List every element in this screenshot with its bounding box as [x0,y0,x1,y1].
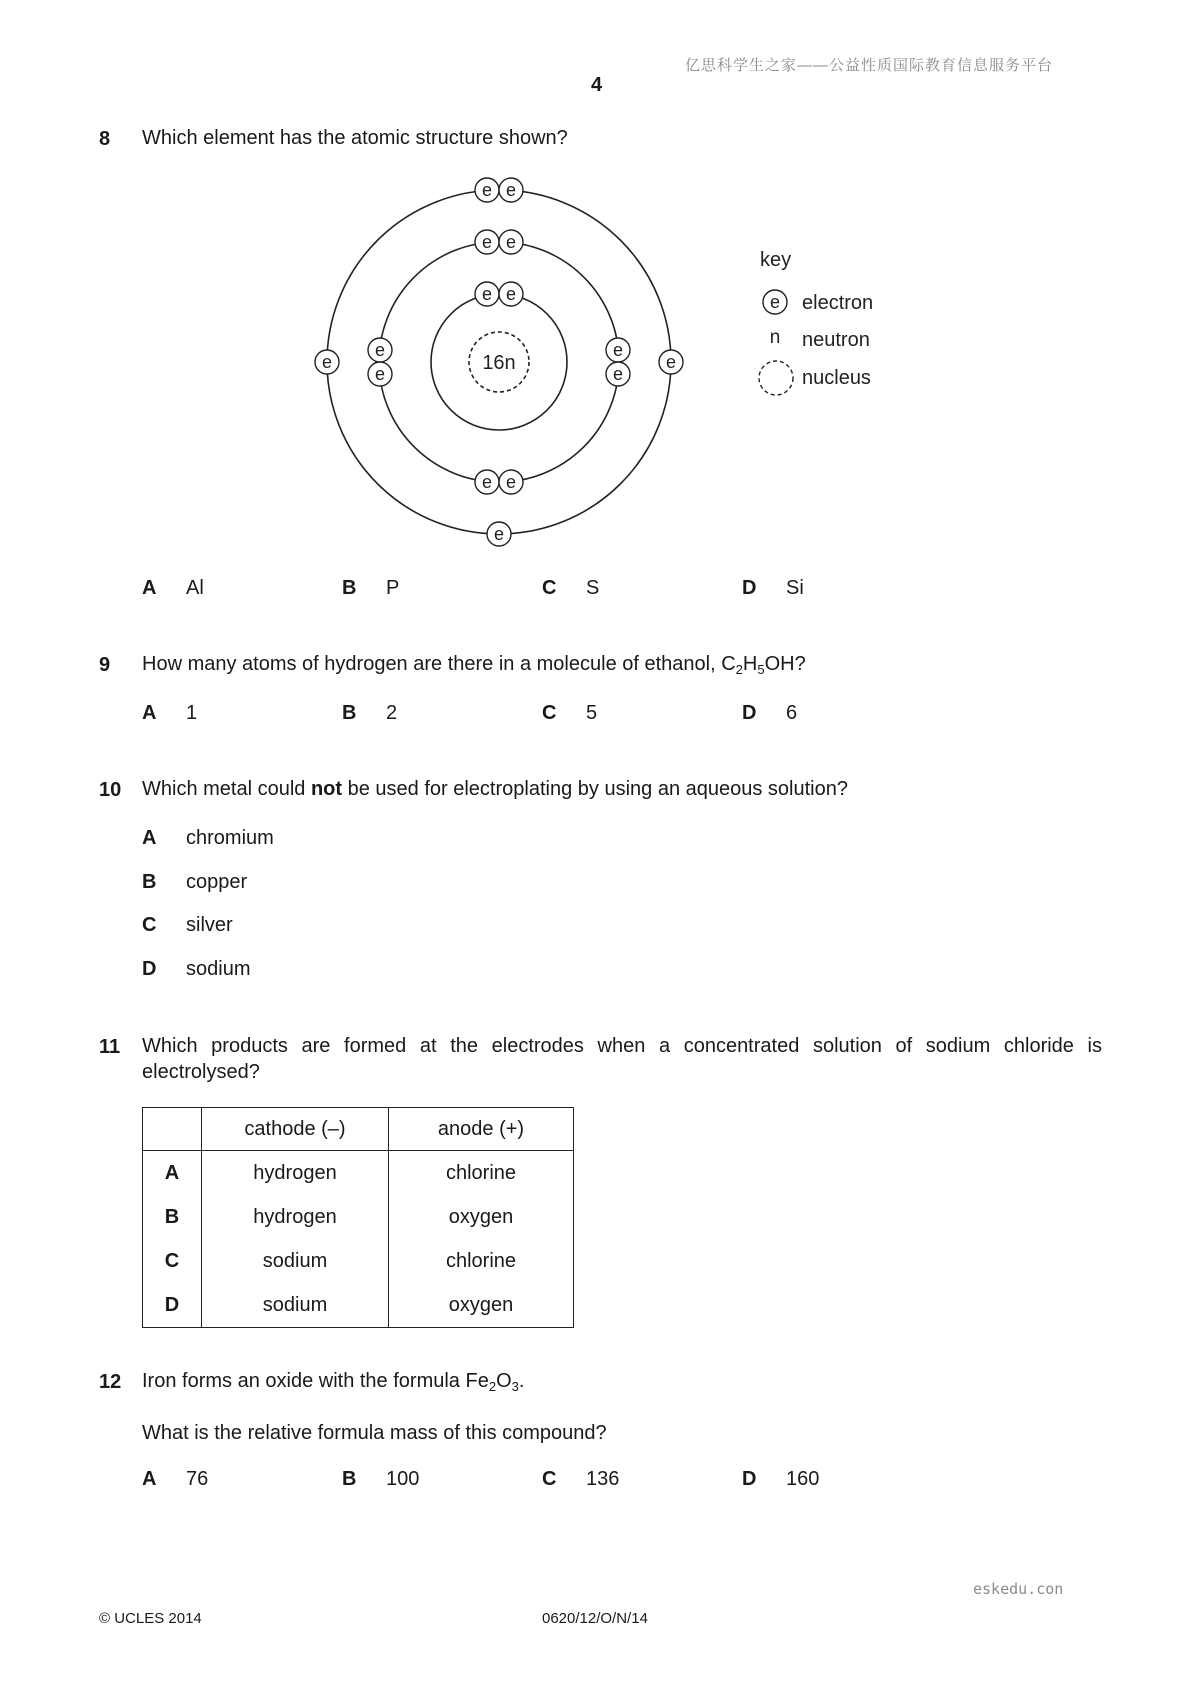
electron-label: e [481,284,493,304]
footer-copyright: © UCLES 2014 [99,1610,202,1627]
q12-option-a-text[interactable]: 76 [186,1468,209,1490]
row-cathode: sodium [202,1239,389,1283]
table-header-empty [143,1108,202,1151]
q8-option-d-text[interactable]: Si [786,577,804,599]
q8-option-c-letter[interactable]: C [542,577,557,599]
row-anode: oxygen [448,1293,514,1316]
electron-label: e [665,352,677,372]
table-header-cathode: cathode (–) [202,1108,389,1151]
q12-option-d-letter[interactable]: D [742,1468,757,1490]
q12-option-b-text[interactable]: 100 [386,1468,420,1490]
table-row[interactable] [143,1151,573,1196]
row-letter[interactable]: D [143,1283,202,1327]
atomic-structure-diagram [300,170,920,550]
row-cathode: hydrogen [202,1151,389,1196]
key-title: key [760,249,792,271]
question-9-number: 9 [99,654,111,676]
footer-watermark: eskedu.con [973,1580,1064,1598]
q9-option-a-letter[interactable]: A [142,702,157,724]
electron-label: e [505,180,517,200]
electron-label: e [481,472,493,492]
question-11-text-line2: electrolysed? [142,1061,260,1083]
q8-option-d-letter[interactable]: D [742,577,757,599]
electron-label: e [612,364,624,384]
header-watermark: 亿思科学生之家——公益性质国际教育信息服务平台 [685,57,1054,74]
q10-option-a-letter[interactable]: A [142,827,157,849]
table-row[interactable] [143,1239,573,1283]
q10-option-b-letter[interactable]: B [142,871,157,893]
electron-label: e [481,180,493,200]
footer-paper-code: 0620/12/O/N/14 [542,1610,648,1627]
table-row[interactable] [143,1283,573,1327]
question-11-number: 11 [99,1036,121,1058]
question-12-text: Iron forms an oxide with the formula $Fe_2O_3$. [142,1370,525,1394]
q9-option-a-text[interactable]: 1 [186,702,198,724]
q8-option-b-letter[interactable]: B [342,577,357,599]
question-8-text: Which element has the atomic structure shown? [142,127,568,149]
q8-option-b-text[interactable]: P [386,577,400,599]
q10-option-d-letter[interactable]: D [142,958,157,980]
nucleus-label: 16n [482,352,516,374]
row-anode: oxygen [448,1205,514,1228]
question-11-text-line1: Which products are formed at the electrodes when a concentrated solution of sodium chloride is [142,1035,1102,1057]
question-10-text: Which metal could not be used for electroplating by using an aqueous solution? [142,778,848,800]
page-number: 4 [591,74,603,96]
q10-option-a-text[interactable]: chromium [186,827,274,849]
electron-label: e [505,284,517,304]
q12-option-d-text[interactable]: 160 [786,1468,820,1490]
electron-label: e [505,232,517,252]
electron-label: e [321,352,333,372]
q10-option-b-text[interactable]: copper [186,871,248,893]
q8-option-a-text[interactable]: Al [186,577,204,599]
svg-text:e: e [769,292,781,312]
row-cathode: sodium [202,1283,389,1327]
q8-option-a-letter[interactable]: A [142,577,157,599]
row-anode: chlorine [445,1161,517,1184]
q10-option-c-text[interactable]: silver [186,914,233,936]
question-12-number: 12 [99,1371,122,1393]
q9-option-c-letter[interactable]: C [542,702,557,724]
electron-label: e [374,340,386,360]
question-12-prompt: What is the relative formula mass of this compound? [142,1422,607,1444]
electrolysis-answer-table [142,1107,574,1328]
electron-label: e [505,472,517,492]
q9-option-d-letter[interactable]: D [742,702,757,724]
q9-option-d-text[interactable]: 6 [786,702,798,724]
q9-option-b-letter[interactable]: B [342,702,357,724]
electron-label: e [374,364,386,384]
q12-option-c-letter[interactable]: C [542,1468,557,1490]
row-cathode: hydrogen [202,1195,389,1239]
q9-option-c-text[interactable]: 5 [586,702,598,724]
q8-option-c-text[interactable]: S [586,577,600,599]
q10-option-d-text[interactable]: sodium [186,958,251,980]
q9-option-b-text[interactable]: 2 [386,702,398,724]
table-row[interactable] [143,1195,573,1239]
electron-label: e [612,340,624,360]
q12-option-c-text[interactable]: 136 [586,1468,620,1490]
question-10-number: 10 [99,779,122,801]
row-letter[interactable]: B [143,1195,202,1239]
q12-option-a-letter[interactable]: A [142,1468,157,1490]
key-nucleus-label: nucleus [802,367,871,389]
question-9-text: How many atoms of hydrogen are there in a molecule of ethanol, $C_2H_5OH$? [142,653,806,677]
key-electron-label: electron [802,292,874,314]
table-header-row [143,1108,573,1151]
row-anode: chlorine [445,1249,517,1272]
table-header-anode: anode (+) [389,1108,574,1151]
electron-label: e [493,524,505,544]
key-neutron-symbol: n [769,327,781,348]
row-letter[interactable]: A [143,1151,202,1196]
q10-option-c-letter[interactable]: C [142,914,157,936]
q12-option-b-letter[interactable]: B [342,1468,357,1490]
question-8-number: 8 [99,128,111,150]
key-neutron-label: neutron [802,329,870,351]
key-nucleus-symbol [759,361,793,395]
electron-label: e [481,232,493,252]
row-letter[interactable]: C [143,1239,202,1283]
